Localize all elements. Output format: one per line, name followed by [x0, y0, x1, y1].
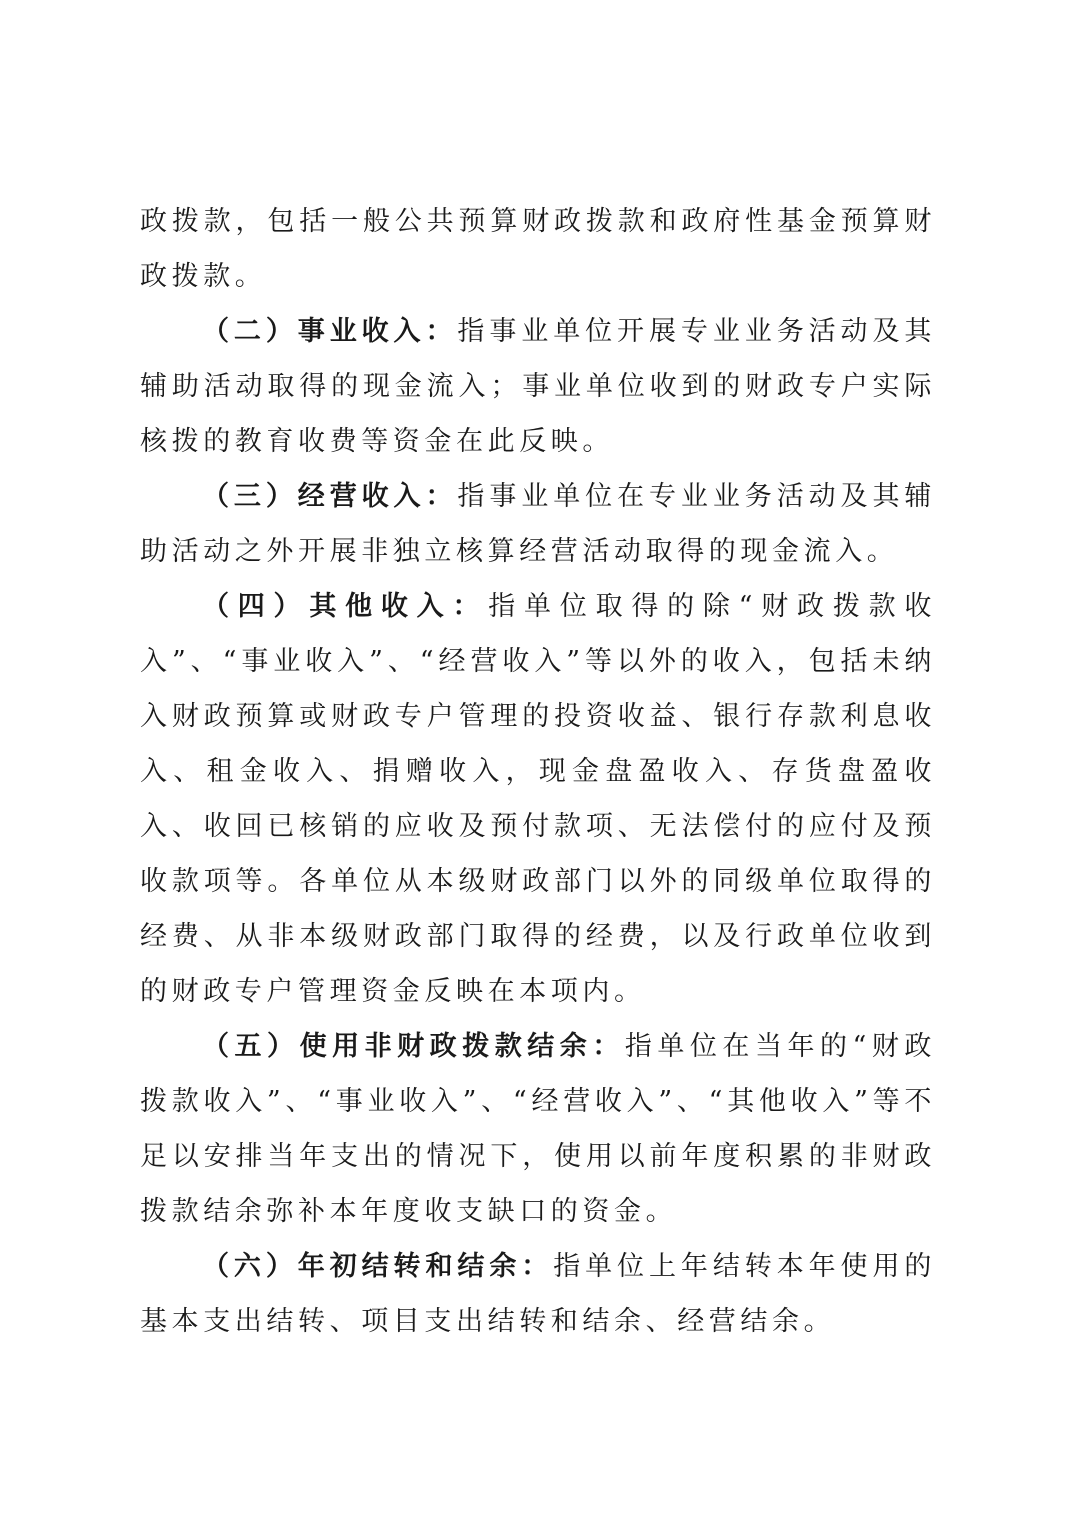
paragraph-term: （三）经营收入： [202, 481, 458, 512]
paragraph-text: 指事业单位开展专业业务活动及其辅助活动取得的现金流入；事业单位收到的财政专户实际核拨的教育收费等资金在此反映。 [140, 316, 936, 457]
paragraph-term: （四）其他收入： [202, 591, 489, 622]
paragraph-other-income [140, 579, 936, 1019]
paragraph-term: （二）事业收入： [202, 316, 458, 347]
paragraph-text: 指单位上年结转本年使用的基本支出结转、项目支出结转和结余、经营结余。 [140, 1251, 936, 1337]
paragraph-operating-income [140, 469, 936, 579]
paragraph-text: 指事业单位在专业业务活动及其辅助活动之外开展非独立核算经营活动取得的现金流入。 [140, 481, 936, 567]
paragraph-carryover-balance [140, 1239, 936, 1349]
paragraph-non-fiscal-balance [140, 1019, 936, 1239]
paragraph-term: （六）年初结转和结余： [202, 1251, 554, 1282]
paragraph-text: 指单位在当年的“财政拨款收入”、“事业收入”、“经营收入”、“其他收入”等不足以安排当年支出的情况下，使用以前年度积累的非财政拨款结余弥补本年度收支缺口的资金。 [140, 1031, 936, 1227]
paragraph-continuation [140, 194, 936, 304]
paragraph-text: 指单位取得的除“财政拨款收入”、“事业收入”、“经营收入”等以外的收入，包括未纳入财政预算或财政专户管理的投资收益、银行存款利息收入、租金收入、捐赠收入，现金盘盈收入、存货盘盈收入、收回已核销的应收及预付款项、无法偿付的应付及预收款项等。各单位从本级财政部门以外的同级单位取得的经费、从非本级财政部门取得的经费，以及行政单位收到的财政专户管理资金反映在本项内。 [140, 591, 936, 1007]
paragraph-text: 政拨款，包括一般公共预算财政拨款和政府性基金预算财政拨款。 [140, 206, 936, 292]
paragraph-term: （五）使用非财政拨款结余： [202, 1031, 625, 1062]
paragraph-business-income [140, 304, 936, 469]
document-page [140, 194, 936, 1349]
